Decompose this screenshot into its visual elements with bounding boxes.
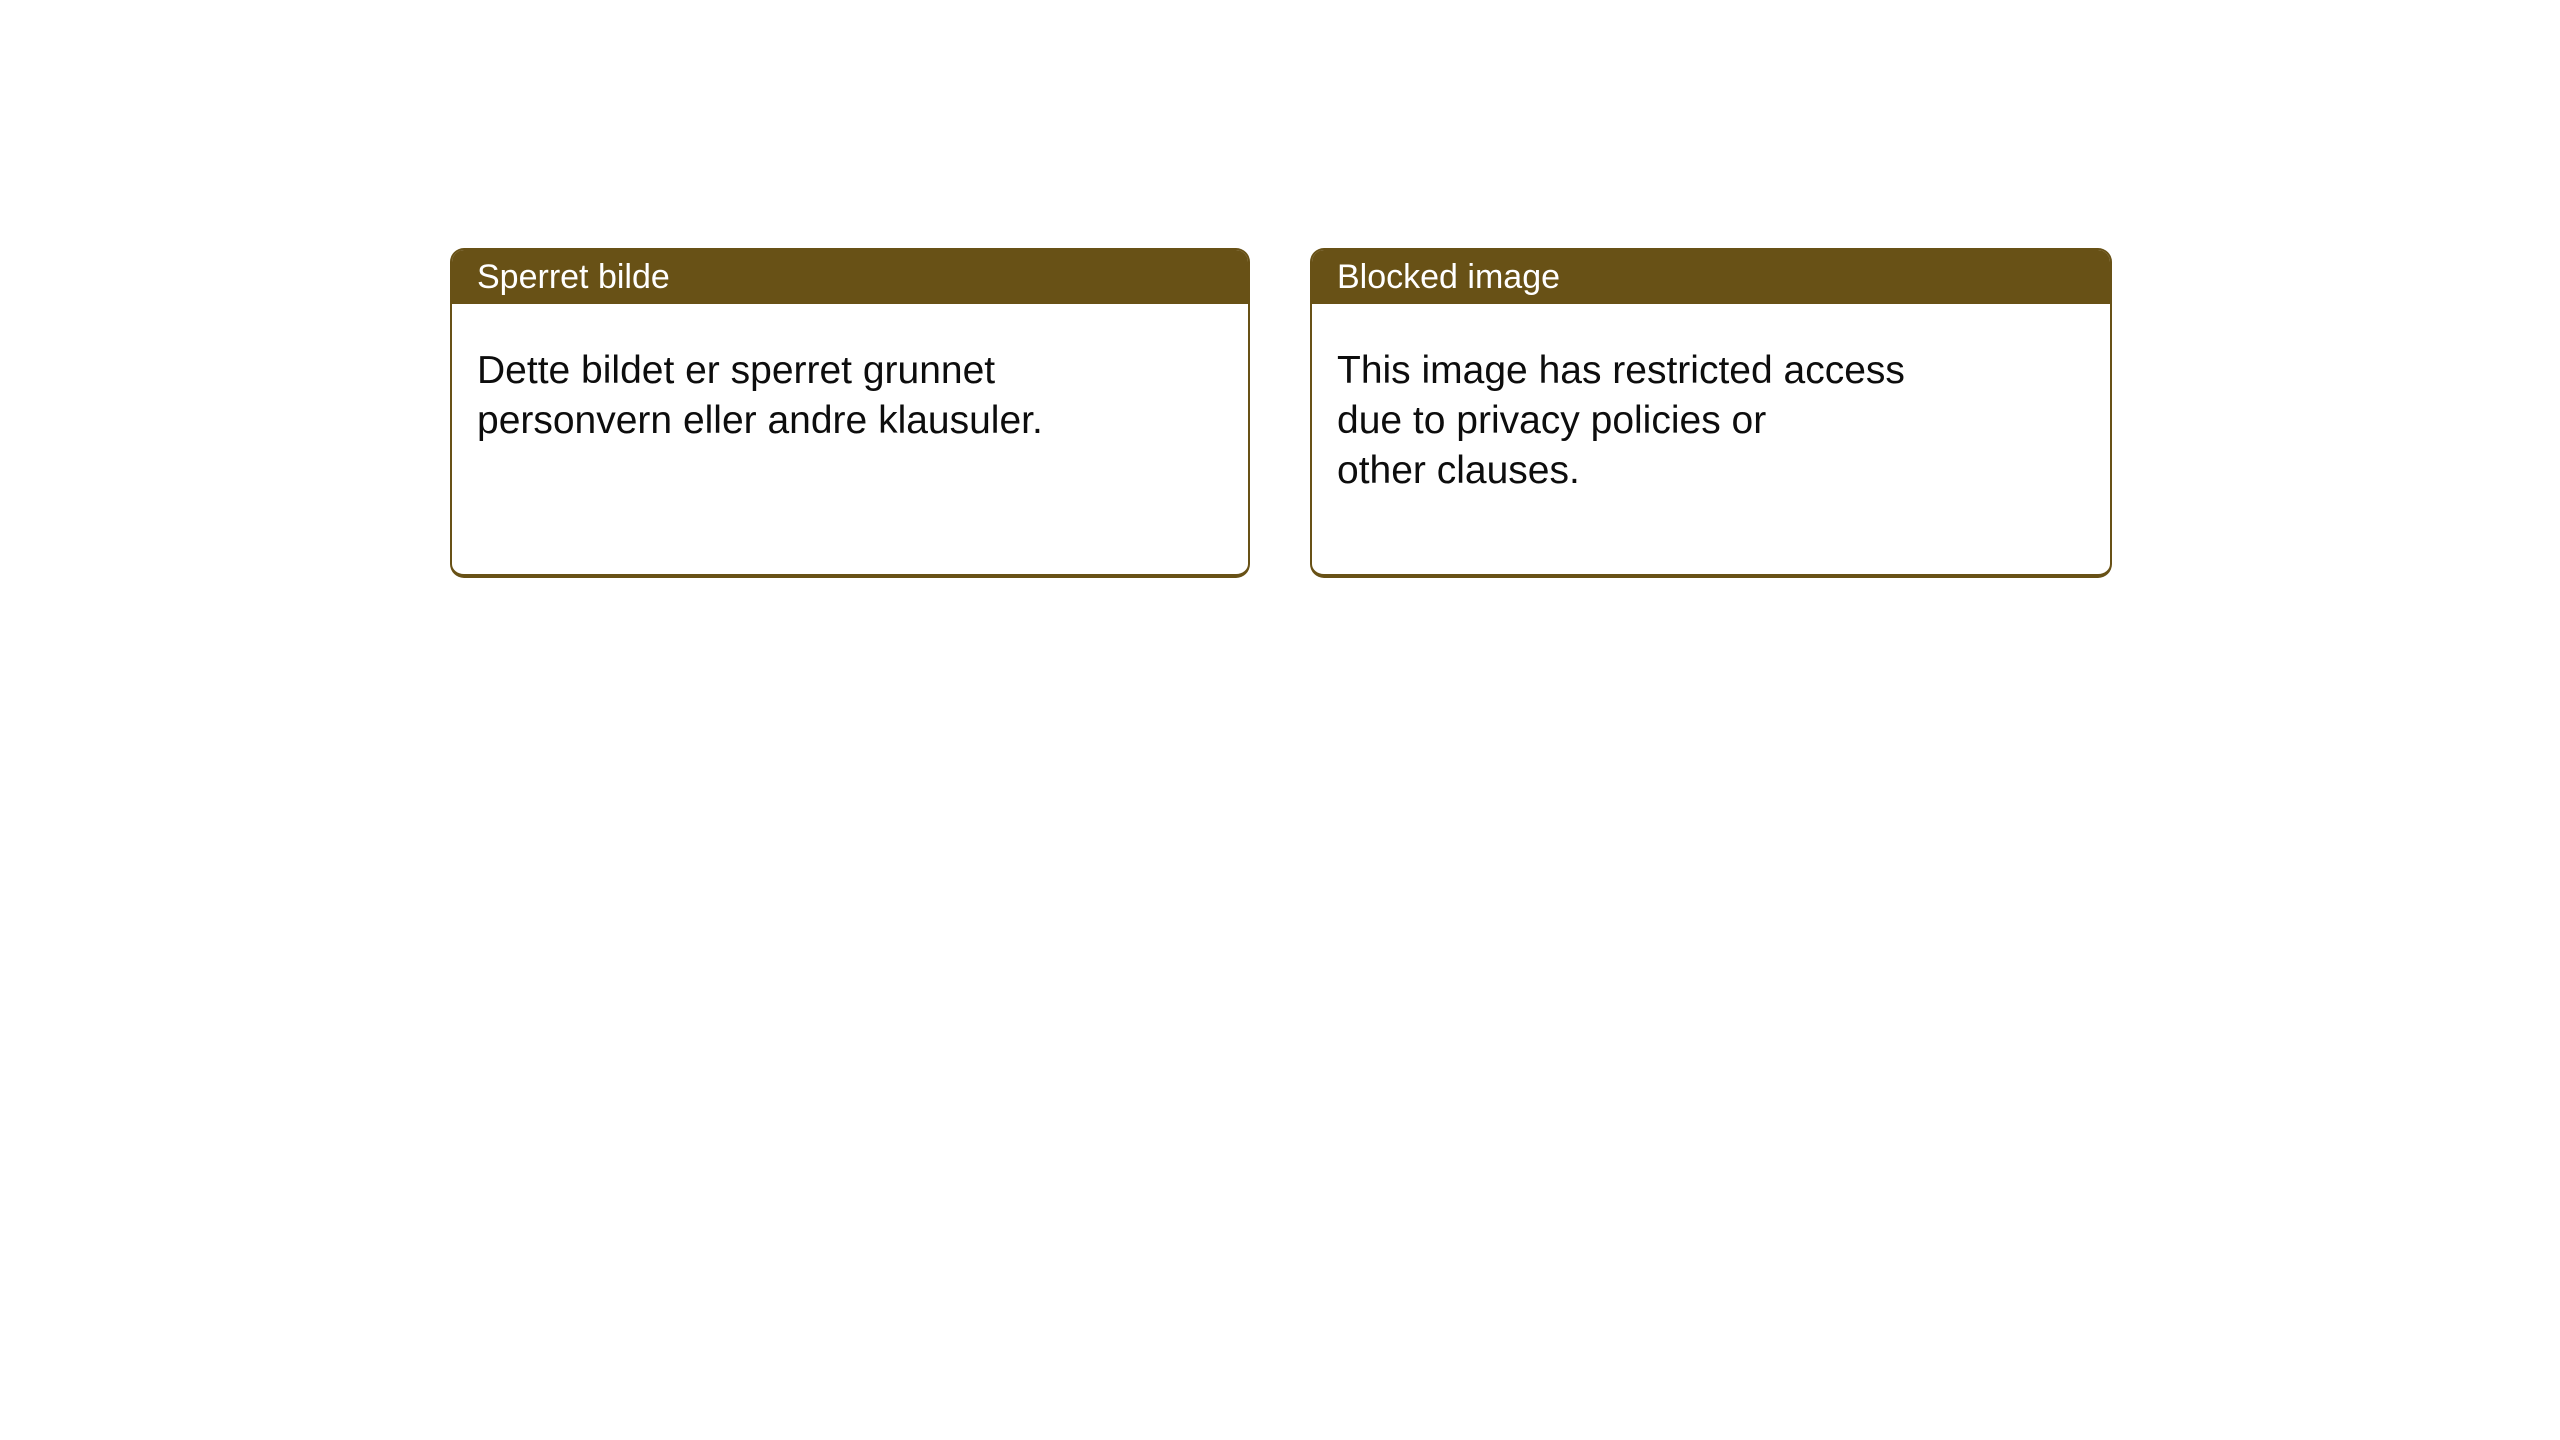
blocked-image-card-english bbox=[1310, 248, 2112, 578]
card-title-norwegian: Sperret bilde bbox=[477, 258, 670, 296]
card-body-line: Dette bildet er sperret grunnet bbox=[477, 349, 996, 392]
card-header-norwegian bbox=[452, 250, 1248, 304]
card-body-line: personvern eller andre klausuler. bbox=[477, 399, 1043, 442]
card-header-english bbox=[1312, 250, 2110, 304]
blocked-image-card-norwegian bbox=[450, 248, 1250, 578]
card-body-line: other clauses. bbox=[1337, 449, 1580, 492]
card-body-english bbox=[1312, 304, 2110, 496]
card-body-line: This image has restricted access bbox=[1337, 349, 1905, 392]
card-body-norwegian bbox=[452, 304, 1248, 446]
card-title-english: Blocked image bbox=[1337, 258, 1561, 296]
card-body-line: due to privacy policies or bbox=[1337, 399, 1767, 442]
